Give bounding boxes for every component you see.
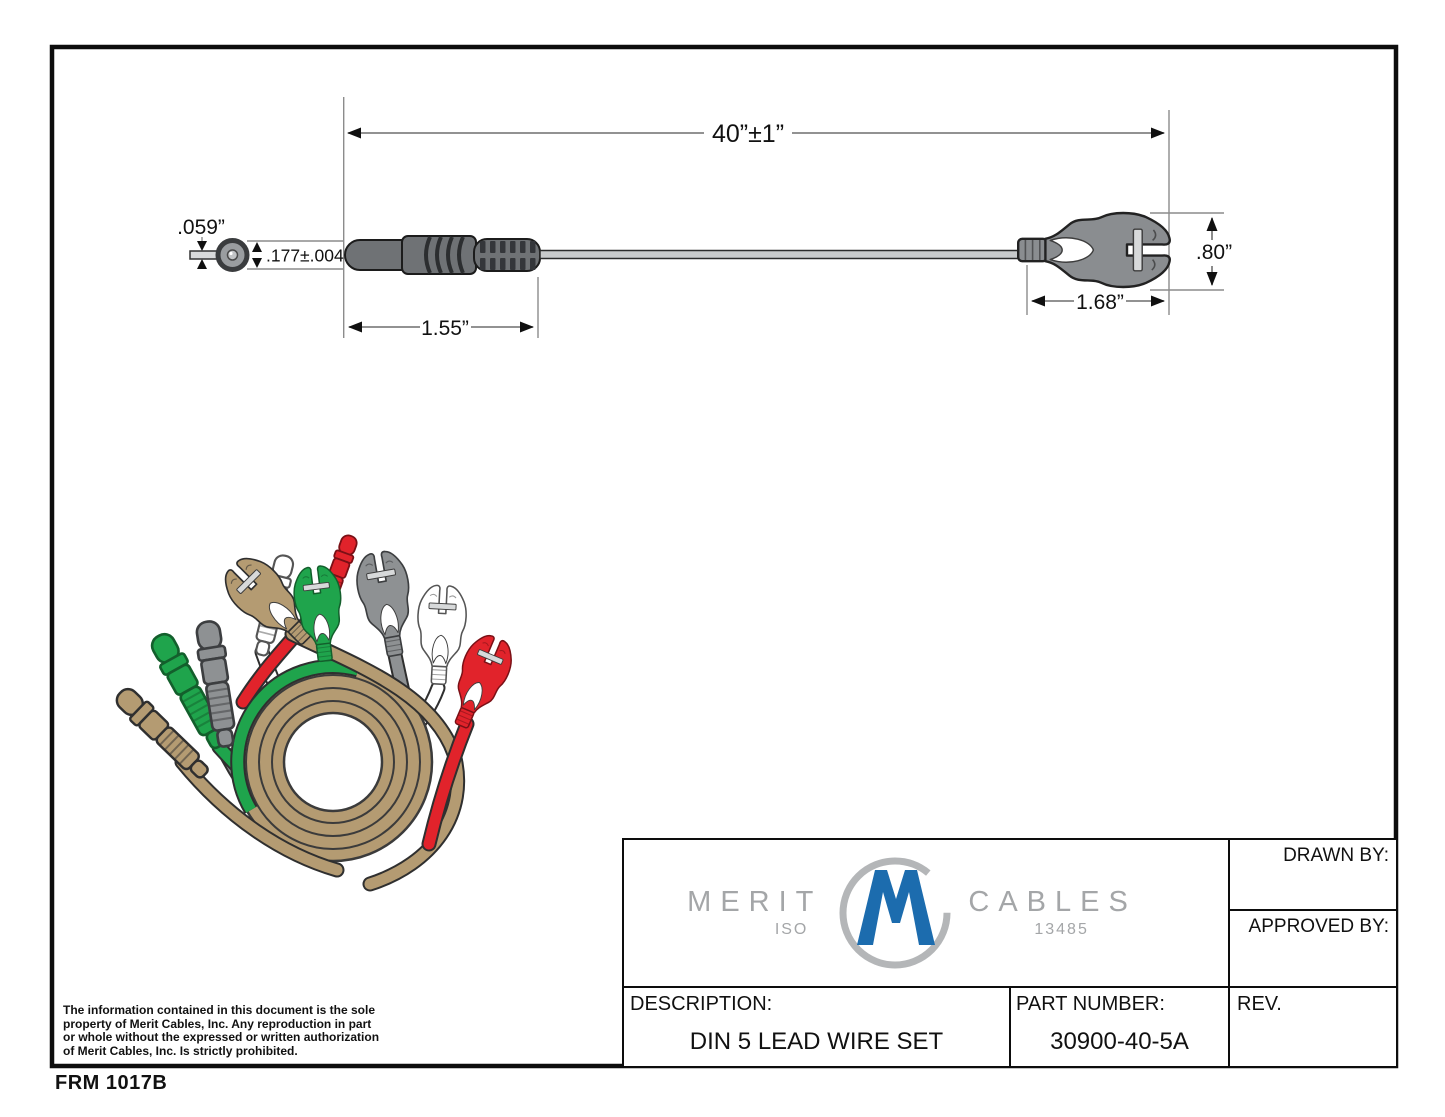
- form-number: FRM 1017B: [55, 1072, 168, 1094]
- title-block-divider: [1228, 840, 1230, 1066]
- lead-wire-bundle-illustration: [111, 533, 519, 884]
- legal-line: of Merit Cables, Inc. Is strictly prohibited.: [63, 1043, 298, 1058]
- pinch-clip-side-view: [1018, 213, 1170, 287]
- drawn-by-label: DRAWN BY:: [1283, 845, 1389, 866]
- part-number-label: PART NUMBER:: [1016, 993, 1165, 1015]
- title-block-divider: [1228, 909, 1396, 911]
- white-pinch-clip: [414, 584, 467, 685]
- legal-notice: [63, 1004, 393, 1058]
- logo-word-cables: CABLES: [968, 886, 1137, 918]
- legal-line: The information contained in this document is the sole: [63, 1003, 376, 1017]
- connector-length-label: 1.55”: [421, 317, 469, 340]
- approved-by-label: APPROVED BY:: [1248, 916, 1389, 937]
- dimension-connector-diameter: [247, 241, 344, 269]
- pin-diameter-label: .059”: [177, 216, 225, 239]
- company-logo: [624, 840, 1228, 986]
- clip-height-label: .80”: [1195, 241, 1233, 264]
- legal-line: property of Merit Cables, Inc. Any reproduction in part: [63, 1016, 372, 1031]
- legal-line: or whole without the expressed or written authorization: [63, 1030, 380, 1044]
- clip-length-label: 1.68”: [1076, 291, 1124, 314]
- plug-nose: [345, 240, 404, 270]
- overall-length-label: 40”±1”: [711, 120, 785, 148]
- revision-label: REV.: [1237, 993, 1282, 1015]
- connector-diameter-label: .177±.004: [266, 245, 344, 266]
- logo-monogram-m: [836, 854, 954, 972]
- logo-iso-label: ISO: [774, 921, 809, 938]
- description-label: DESCRIPTION:: [630, 993, 773, 1015]
- description-value: DIN 5 LEAD WIRE SET: [689, 1028, 944, 1055]
- dimension-overall-length: [344, 97, 1169, 338]
- dimension-connector-length: [349, 277, 538, 340]
- part-number-value: 30900-40-5A: [1050, 1028, 1189, 1055]
- logo-iso-number: 13485: [1034, 921, 1089, 938]
- logo-word-merit: MERIT: [687, 886, 823, 918]
- title-block: [622, 838, 1398, 1068]
- gray-pinch-clip: [352, 548, 420, 659]
- dimension-clip-height: [1150, 213, 1232, 290]
- lead-wire: [540, 251, 1025, 259]
